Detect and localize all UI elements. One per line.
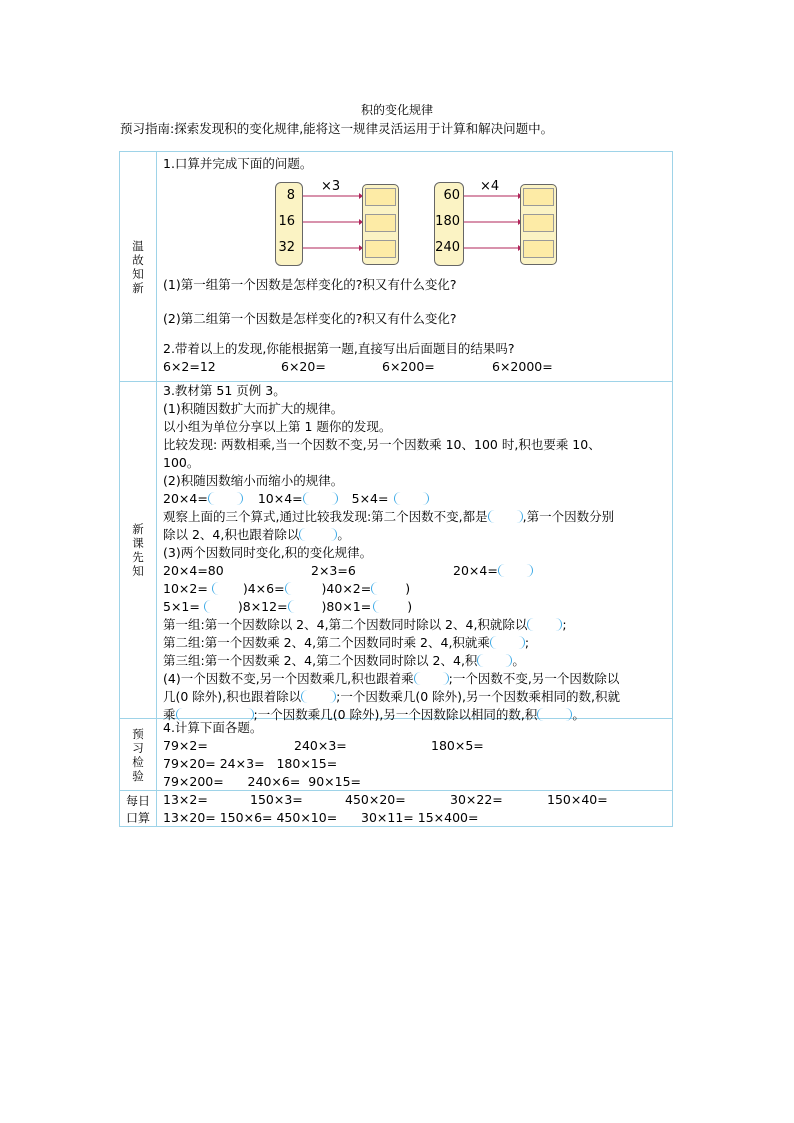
- section-label-char: 故: [132, 252, 144, 267]
- text-line: [163, 508, 668, 526]
- text-line: 比较发现: 两数相乘,当一个因数不变,另一个因数乘 10、100 时,积也要乘 10、: [163, 437, 601, 452]
- question-1-a: (1)第一组第一个因数是怎样变化的?积又有什么变化?: [163, 277, 457, 292]
- text: 第二组:第一个因数乘 2、4,第二个因数同时乘 2、4,积就乘: [163, 635, 490, 650]
- multiplier-label: ×3: [321, 179, 341, 194]
- answer-slot[interactable]: [523, 214, 554, 232]
- equation: 240×3=: [294, 738, 347, 753]
- equation: 2×3=6: [311, 563, 356, 578]
- equation-row: 13×20= 150×6= 450×10= 30×11= 15×400=: [163, 810, 479, 825]
- factor-number: 60: [443, 188, 460, 203]
- section-newlesson-label: [120, 382, 156, 718]
- text: 。: [512, 653, 525, 668]
- text-line: (2)积随因数缩小而缩小的规律。: [163, 473, 344, 488]
- answer-blank[interactable]: [488, 510, 523, 523]
- text: 第一组:第一个因数除以 2、4,第二个因数同时除以 2、4,积就除以: [163, 617, 528, 632]
- text-line: [163, 670, 668, 688]
- text-line: [163, 526, 668, 544]
- text: ;一个因数乘几(0 除外),另一个因数乘相同的数,积就: [336, 689, 620, 704]
- answer-blank[interactable]: [204, 600, 238, 613]
- answer-slot[interactable]: [365, 240, 396, 258]
- factor-diagram-group-1: [275, 179, 400, 272]
- equation: 450×20=: [345, 792, 406, 807]
- factor-diagram-group-2: [434, 179, 559, 272]
- text-line: [163, 688, 668, 706]
- text: ;: [524, 635, 530, 650]
- text: 除以 2、4,积也跟着除以: [163, 527, 300, 542]
- answer-blank[interactable]: [303, 492, 338, 505]
- section-label-char: 先: [132, 550, 144, 564]
- equation-row: 5×1= )8×12= )80×1= ): [163, 599, 413, 614]
- text: 。: [572, 707, 585, 722]
- column-divider: [156, 152, 157, 826]
- equation-row: [163, 562, 668, 580]
- daily-label-line: 口算: [125, 810, 150, 825]
- newlesson-content: [163, 382, 668, 724]
- equation: 6×20=: [281, 359, 326, 374]
- equation-row: 10×2= )4×6= )40×2= ): [163, 581, 411, 596]
- equation: 6×200=: [382, 359, 435, 374]
- daily-content: [163, 791, 668, 827]
- answer-blank[interactable]: [285, 582, 322, 595]
- text: 。: [337, 527, 350, 542]
- equation: 30×22=: [450, 792, 503, 807]
- text-line: 以小组为单位分享以上第 1 题你的发现。: [163, 419, 392, 434]
- factor-number: 16: [278, 214, 295, 229]
- answer-blank[interactable]: [371, 582, 405, 595]
- equation-row: 79×20= 24×3= 180×15=: [163, 756, 338, 771]
- equation: 20×4=: [163, 491, 208, 506]
- question-4: 4.计算下面各题。: [163, 720, 263, 735]
- equation: 150×40=: [547, 792, 608, 807]
- text: 第三组:第一个因数乘 2、4,第二个因数同时除以 2、4,积: [163, 653, 478, 668]
- text: ;: [562, 617, 567, 632]
- text-line: (3)两个因数同时变化,积的变化规律。: [163, 545, 373, 560]
- equation: 6×2=12: [163, 359, 216, 374]
- answer-blank[interactable]: [301, 690, 336, 703]
- text: ;一个因数不变,另一个因数除以: [448, 671, 620, 686]
- answer-slot[interactable]: [523, 188, 554, 206]
- equation-row: [163, 490, 668, 508]
- section-check-label: [120, 719, 156, 790]
- text-line: 100。: [163, 455, 200, 470]
- daily-label-line: 每日: [125, 793, 150, 808]
- equation-row: [163, 791, 668, 809]
- question-2: 2.带着以上的发现,你能根据第一题,直接写出后面题目的结果吗?: [163, 341, 515, 356]
- equation: 5×4=: [351, 491, 389, 506]
- section-label-char: 课: [132, 536, 144, 550]
- section-label-char: 检: [132, 754, 144, 769]
- equation-row: [163, 737, 668, 755]
- section-daily-label: [120, 791, 156, 828]
- text-line: [163, 616, 668, 634]
- text: ,第一个因数分别: [522, 509, 615, 524]
- question-2-items: [163, 358, 668, 376]
- review-content: [163, 155, 668, 173]
- worksheet-table: [119, 151, 673, 827]
- equation: 5×1=: [163, 599, 200, 614]
- section-label-char: 新: [132, 522, 144, 536]
- factor-number: 240: [435, 240, 460, 255]
- equation: )40×2=: [321, 581, 372, 596]
- section-label-char: 知: [132, 266, 144, 281]
- check-content: [163, 719, 668, 791]
- equation: )4×6=: [242, 581, 285, 596]
- factor-number: 180: [435, 214, 460, 229]
- answer-blank[interactable]: [527, 618, 562, 631]
- section-label-text: [132, 522, 144, 578]
- equation: 150×3=: [250, 792, 303, 807]
- factor-number: 8: [286, 188, 295, 203]
- answer-slot[interactable]: [365, 188, 396, 206]
- page-title: 积的变化规律: [360, 103, 433, 117]
- text-line: [163, 634, 668, 652]
- section-label-char: 知: [132, 564, 144, 578]
- answer-blank[interactable]: [394, 492, 429, 505]
- equation: )80×1=: [321, 599, 372, 614]
- arrow-icon: [462, 182, 522, 264]
- equation: 6×2000=: [492, 359, 553, 374]
- answer-slot[interactable]: [523, 240, 554, 258]
- answer-blank[interactable]: [498, 564, 533, 577]
- question-1-b: (2)第二组第一个因数是怎样变化的?积又有什么变化?: [163, 311, 457, 326]
- text: (4)一个因数不变,另一个因数乘几,积也跟着乘: [163, 671, 414, 686]
- answer-slot[interactable]: [365, 214, 396, 232]
- text: ;一个因数乘几(0 除外),另一个因数除以相同的数,积: [253, 707, 538, 722]
- equation: 79×2=: [163, 738, 208, 753]
- equation-row: 79×200= 240×6= 90×15=: [163, 774, 362, 789]
- answer-blank[interactable]: [373, 600, 407, 613]
- answer-blank[interactable]: [414, 672, 449, 685]
- answer-blank[interactable]: [208, 492, 243, 505]
- text: 乘: [163, 707, 176, 722]
- answer-blank[interactable]: [288, 600, 322, 613]
- factor-number: 32: [278, 240, 295, 255]
- question-1: 1.口算并完成下面的问题。: [163, 156, 313, 171]
- arrow-icon: [301, 182, 363, 264]
- equation: 10×4=: [257, 491, 303, 506]
- text-line: 3.教材第 51 页例 3。: [163, 383, 286, 398]
- review-questions: [163, 276, 668, 376]
- equation: )8×12=: [237, 599, 288, 614]
- section-label-char: 预: [132, 726, 144, 741]
- section-label-text: [132, 727, 144, 783]
- equation: 20×4=80: [163, 563, 224, 578]
- text-line: (1)积随因数扩大而扩大的规律。: [163, 401, 344, 416]
- answer-blank[interactable]: [299, 528, 337, 541]
- answer-blank[interactable]: [490, 636, 525, 649]
- answer-blank[interactable]: [477, 654, 512, 667]
- text: 几(0 除外),积也跟着除以: [163, 689, 302, 704]
- section-label-char: 习: [132, 740, 144, 755]
- section-label-char: 验: [132, 768, 144, 783]
- multiplier-label: ×4: [480, 179, 500, 194]
- answer-blank[interactable]: [212, 582, 243, 595]
- text: 观察上面的三个算式,通过比较我发现:第二个因数不变,都是: [163, 509, 488, 524]
- section-label-char: 新: [132, 280, 144, 295]
- section-label-char: 温: [132, 238, 144, 253]
- section-review-label: [120, 152, 156, 381]
- equation: 180×5=: [431, 738, 484, 753]
- equation: 10×2=: [163, 581, 208, 596]
- section-label-text: [132, 239, 144, 295]
- equation: 13×2=: [163, 792, 208, 807]
- study-goal: 预习指南:探索发现积的变化规律,能将这一规律灵活运用于计算和解决问题中。: [120, 121, 554, 136]
- equation: 20×4=: [453, 563, 498, 578]
- text-line: [163, 652, 668, 670]
